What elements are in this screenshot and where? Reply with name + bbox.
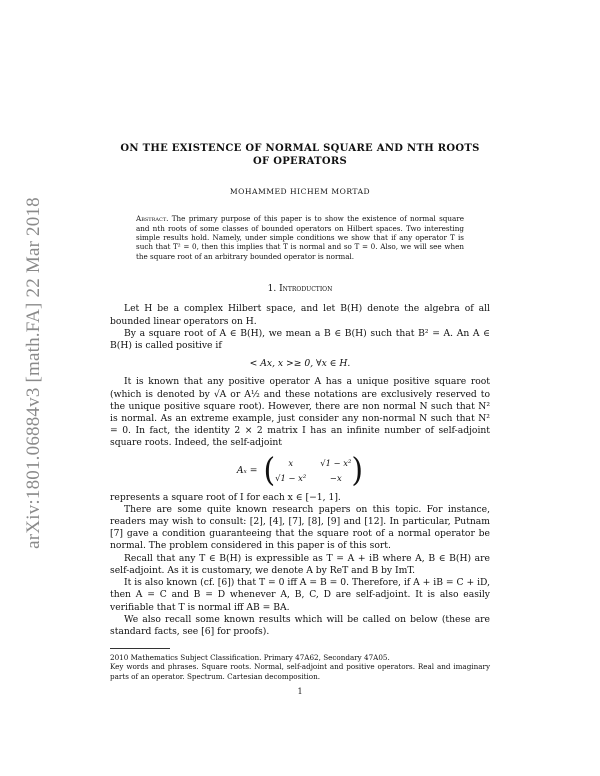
matrix-lhs: Aₓ = (236, 464, 258, 476)
matrix-a11: x (288, 458, 294, 469)
section-title: Introduction (279, 284, 333, 295)
equation-positive: < Ax, x >≥ 0, ∀x ∈ H. (249, 358, 351, 370)
paragraph-3: It is known that any positive operator A has a unique positive square root (which is denoted by √A or A½ and these notations are exclusively reserved to the unique positive square root). However, there are non normal N such that N² is normal. As an extreme example, just consider any non-normal N such that N² = 0. In fact, the identity 2 × 2 matrix I has an infinite number of self-adjoint square roots. Indeed, the self-adjoint (110, 376, 490, 449)
left-paren: ( (263, 450, 276, 490)
matrix-equation (110, 450, 490, 490)
right-paren: ) (351, 450, 364, 490)
arxiv-sidebar-stamp (14, 175, 54, 570)
arxiv-id: arXiv:1801.06884v3 [math.FA] 22 Mar 2018 (23, 196, 44, 549)
footnote-msc: 2010 Mathematics Subject Classification. Primary 47A62, Secondary 47A05. (110, 653, 390, 663)
paragraph-5: There are some quite known research papers on this topic. For instance, readers may wish to consult: [2], [4], [7], [8], [9] and [12]. In particular, Putnam [7] gave a condition guaranteeing that the square root of a normal operator be normal. The problem considered in this paper is of this sort. (110, 503, 490, 552)
matrix-a21: √1 − x² (275, 472, 307, 483)
footnote-keywords: Key words and phrases. Square roots. Normal, self-adjoint and positive operators. Real and imaginary parts of an operator. Spectrum. Cartesian decomposition. (110, 662, 490, 681)
paragraph-2: By a square root of A ∈ B(H), we mean a B ∈ B(H) such that B² = A. An A ∈ B(H) is called positive if (110, 327, 490, 352)
title-line-1: ON THE EXISTENCE OF NORMAL SQUARE AND NTH ROOTS (120, 143, 480, 154)
paragraph-8: We also recall some known results which will be called on below (these are standard facts, see [6] for proofs). (110, 613, 490, 637)
abstract (136, 214, 464, 261)
abstract-label: Abstract. (136, 214, 169, 224)
section-number: 1. (267, 284, 277, 295)
paragraph-6: Recall that any T ∈ B(H) is expressible as T = A + iB where A, B ∈ B(H) are self-adjoint. As it is customary, we denote A by ReT and B by ImT. (110, 552, 490, 576)
paragraph-4: represents a square root of I for each x ∈ [−1, 1]. (110, 491, 341, 503)
author: MOHAMMED HICHEM MORTAD (229, 187, 371, 196)
paragraph-1: Let H be a complex Hilbert space, and let B(H) denote the algebra of all bounded linear operators on H. (110, 303, 490, 327)
matrix-a22: −x (329, 472, 342, 483)
footnote-divider (110, 648, 170, 649)
paragraph-7: It is also known (cf. [6]) that T = 0 iff A = B = 0. Therefore, if A + iB = C + iD, then A = C and B = D whenever A, B, C, D are self-adjoint. It is also easily verifiable that T is normal iff AB = BA. (110, 577, 490, 613)
section-heading (110, 283, 490, 295)
abstract-text: The primary purpose of this paper is to show the existence of normal square and nth roots of some classes of bounded operators on Hilbert spaces. Two interesting simple results hold. Namely, under simple conditions we show that if any operator T is such that T² = 0, then this implies that T is normal and so T = 0. Also, we will see when the square root of an arbitrary bounded operator is normal. (136, 214, 464, 261)
matrix-entries (275, 457, 351, 483)
title-line-2: OF OPERATORS (253, 156, 347, 167)
page-number: 1 (297, 686, 303, 696)
paper-page (110, 142, 490, 698)
paper-title (110, 142, 490, 168)
matrix-a12: √1 − x² (320, 458, 352, 469)
